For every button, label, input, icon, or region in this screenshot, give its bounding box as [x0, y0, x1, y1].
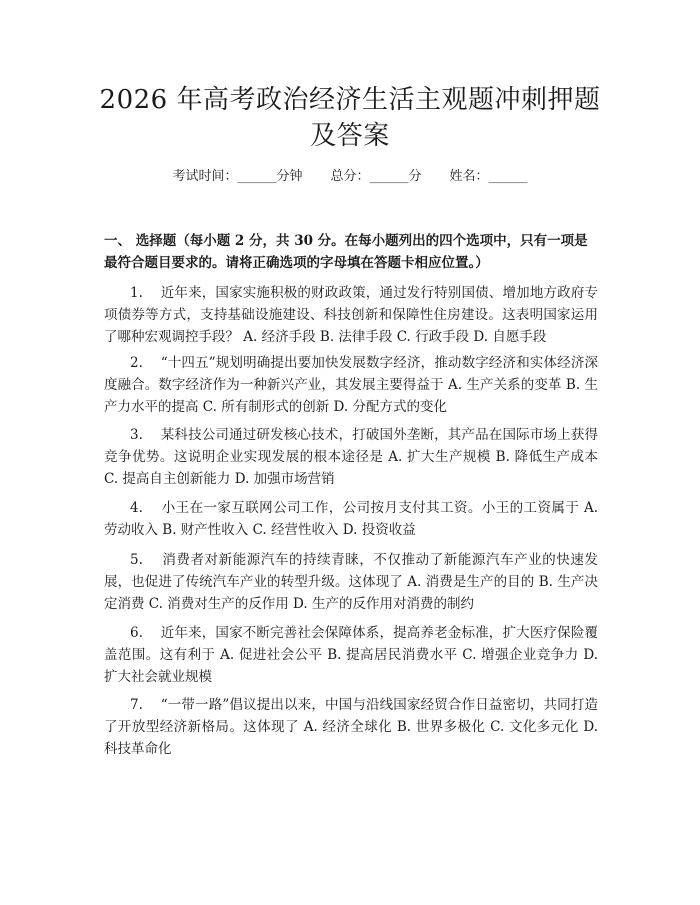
question-number: 6.	[130, 625, 143, 641]
question-text: 消费者对新能源汽车的持续青睐，不仅推动了新能源汽车产业的快速发展，也促进了传统汽车产业的转型升级。这体现了 A. 消费是生产的目的 B. 生产决定消费 C. 消费对生产的反作用 D. 生产的反作用对消费的制约	[104, 552, 598, 612]
question-item	[104, 622, 598, 688]
question-item	[104, 549, 598, 615]
total-score-field: 总分：______分	[330, 169, 422, 184]
question-text: 某科技公司通过研发核心技术，打破国外垄断，其产品在国际市场上获得竞争优势。这说明企业实现发展的根本途径是 A. 扩大生产规模 B. 降低生产成本 C. 提高自主创新能力 D. 加强市场营销	[104, 427, 598, 487]
question-text: 近年来，国家实施积极的财政政策，通过发行特别国债、增加地方政府专项债券等方式，支持基础设施建设、科技创新和保障性住房建设。这表明国家运用了哪种宏观调控手段？ A. 经济手段 B. 法律手段 C. 行政手段 D. 自愿手段	[104, 285, 598, 345]
question-text: 近年来，国家不断完善社会保障体系，提高养老金标准，扩大医疗保险覆盖范围。这有利于 A. 促进社会公平 B. 提高居民消费水平 C. 增强企业竞争力 D. 扩大社会就业规模	[104, 625, 598, 685]
exam-meta-line	[0, 168, 700, 186]
question-item	[104, 352, 598, 418]
question-number: 7.	[130, 697, 143, 713]
question-text: “一带一路”倡议提出以来，中国与沿线国家经贸合作日益密切，共同打造了开放型经济新格局。这体现了 A. 经济全球化 B. 世界多极化 C. 文化多元化 D. 科技革命化	[104, 697, 598, 757]
question-text: “十四五”规划明确提出要加快发展数字经济，推动数字经济和实体经济深度融合。数字经济作为一种新兴产业，其发展主要得益于 A. 生产关系的变革 B. 生产力水平的提高 C. 所有制形式的创新 D. 分配方式的变化	[104, 355, 598, 415]
document-title: 2026 年高考政治经济生活主观题冲刺押题及答案	[99, 85, 601, 151]
question-number: 3.	[130, 427, 143, 443]
question-number: 4.	[130, 500, 143, 516]
section-heading: 一、 选择题（每小题 2 分，共 30 分。在每小题列出的四个选项中，只有一项是最符合题目要求的。请将正确选项的字母填在答题卡相应位置。）	[104, 233, 588, 271]
question-number: 2.	[130, 355, 143, 371]
student-name-field: 姓名：______	[449, 169, 528, 184]
question-item	[104, 694, 598, 760]
exam-time-field: 考试时间：______分钟	[172, 169, 303, 184]
question-item	[104, 424, 598, 490]
question-item	[104, 282, 598, 348]
question-item	[104, 497, 598, 541]
question-number: 5.	[130, 552, 143, 568]
question-text: 小王在一家互联网公司工作，公司按月支付其工资。小王的工资属于 A. 劳动收入 B. 财产性收入 C. 经营性收入 D. 投资收益	[104, 500, 598, 538]
question-number: 1.	[130, 285, 143, 301]
